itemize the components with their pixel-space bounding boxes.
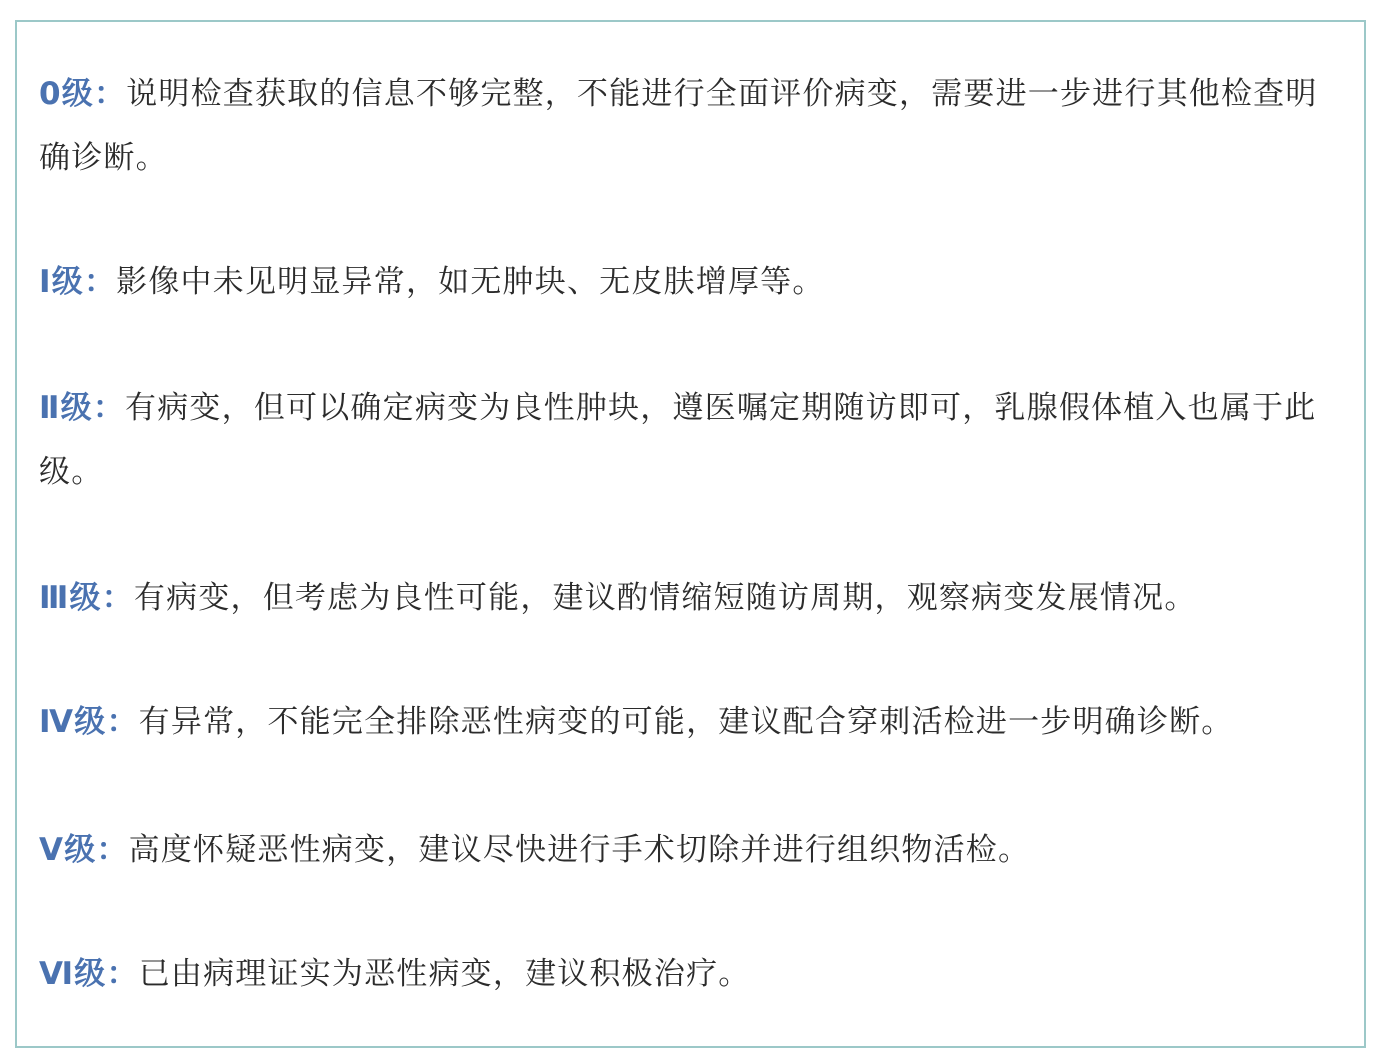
grade-separator: ： [92, 390, 126, 426]
grade-separator: ： [101, 580, 134, 616]
grade-entry-3 [39, 566, 1349, 630]
grade-separator: ： [106, 956, 139, 992]
grade-description: 说明检查获取的信息不够完整，不能进行全面评价病变，需要进一步进行其他检查明确诊断。 [39, 76, 1318, 176]
grade-description: 有病变，但考虑为良性可能，建议酌情缩短随访周期，观察病变发展情况。 [133, 580, 1197, 616]
grade-entry-4 [39, 690, 1349, 754]
grade-label: Ⅴ级 [39, 832, 97, 868]
grade-description: 有病变，但可以确定病变为良性肿块，遵医嘱定期随访即可，乳腺假体植入也属于此级。 [39, 390, 1317, 490]
grade-separator: ： [93, 76, 127, 112]
grade-description: 已由病理证实为恶性病变，建议积极治疗。 [138, 956, 751, 992]
grade-entry-1 [39, 250, 1349, 314]
grade-separator: ： [96, 832, 129, 868]
grade-separator: ： [106, 704, 139, 740]
grade-description: 高度怀疑恶性病变，建议尽快进行手术切除并进行组织物活检。 [128, 832, 1031, 868]
grade-entry-2 [39, 376, 1349, 504]
grade-label: 0级 [39, 76, 94, 112]
grade-label: Ⅵ级 [39, 956, 107, 992]
grade-description: 有异常，不能完全排除恶性病变的可能，建议配合穿刺活检进一步明确诊断。 [138, 704, 1234, 740]
grade-label: Ⅰ级 [39, 264, 84, 300]
grade-entry-5 [39, 818, 1349, 882]
grade-entry-0 [39, 62, 1349, 190]
grade-label: Ⅳ级 [39, 704, 107, 740]
grade-description: 影像中未见明显异常，如无肿块、无皮肤增厚等。 [116, 264, 825, 300]
grade-separator: ： [83, 264, 117, 300]
grade-label: Ⅱ级 [39, 390, 93, 426]
grade-entry-6 [39, 942, 1349, 1006]
grade-label: Ⅲ级 [39, 580, 102, 616]
